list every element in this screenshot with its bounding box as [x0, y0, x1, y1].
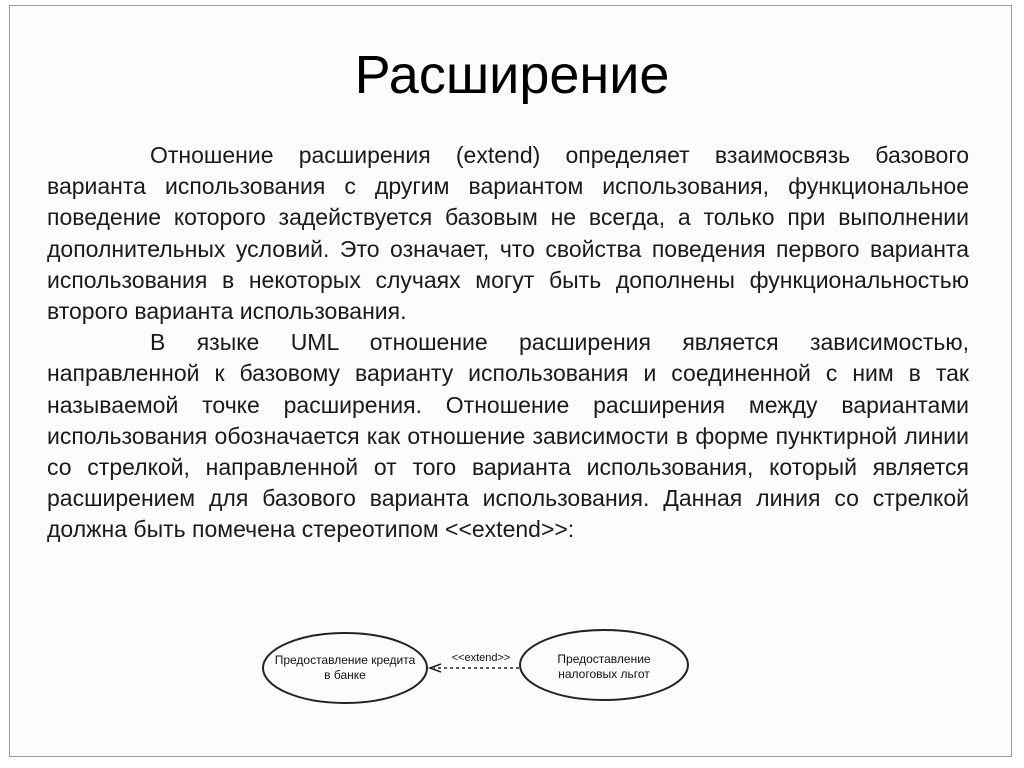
base-use-case-label-line2: в банке	[324, 668, 366, 682]
base-use-case-label-line1: Предоставление кредита	[274, 653, 416, 667]
extension-use-case-label-line1: Предоставление	[557, 652, 651, 666]
paragraph-uml-notation: В языке UML отношение расширения является зависимостью, направленной к базовому варианту использования и соединенной с ним в так называемой точке расширения. Отношение расширения между вариантами использования обозначается как отношение зависимости в форме пунктирной линии со стрелкой, направленной от того варианта использования, который является расширением для базового варианта использования. Данная линия со стрелкой должна быть помечена стереотипом <<extend>>:	[47, 329, 969, 543]
paragraph-extend-definition: Отношение расширения (extend) определяет взаимосвязь базового варианта использования с другим вариантом использования, функциональное поведение которого задействуется базовым не всегда, а только при выполнении дополнительных условий. Это означает, что свойства поведения первого варианта использования в некоторых случаях могут быть дополнены функциональностью второго варианта использования.	[47, 142, 969, 325]
extend-stereotype-label: <<extend>>	[451, 652, 511, 664]
extension-use-case-label-line2: налоговых льгот	[558, 667, 650, 681]
slide-title: Расширение	[354, 45, 670, 105]
